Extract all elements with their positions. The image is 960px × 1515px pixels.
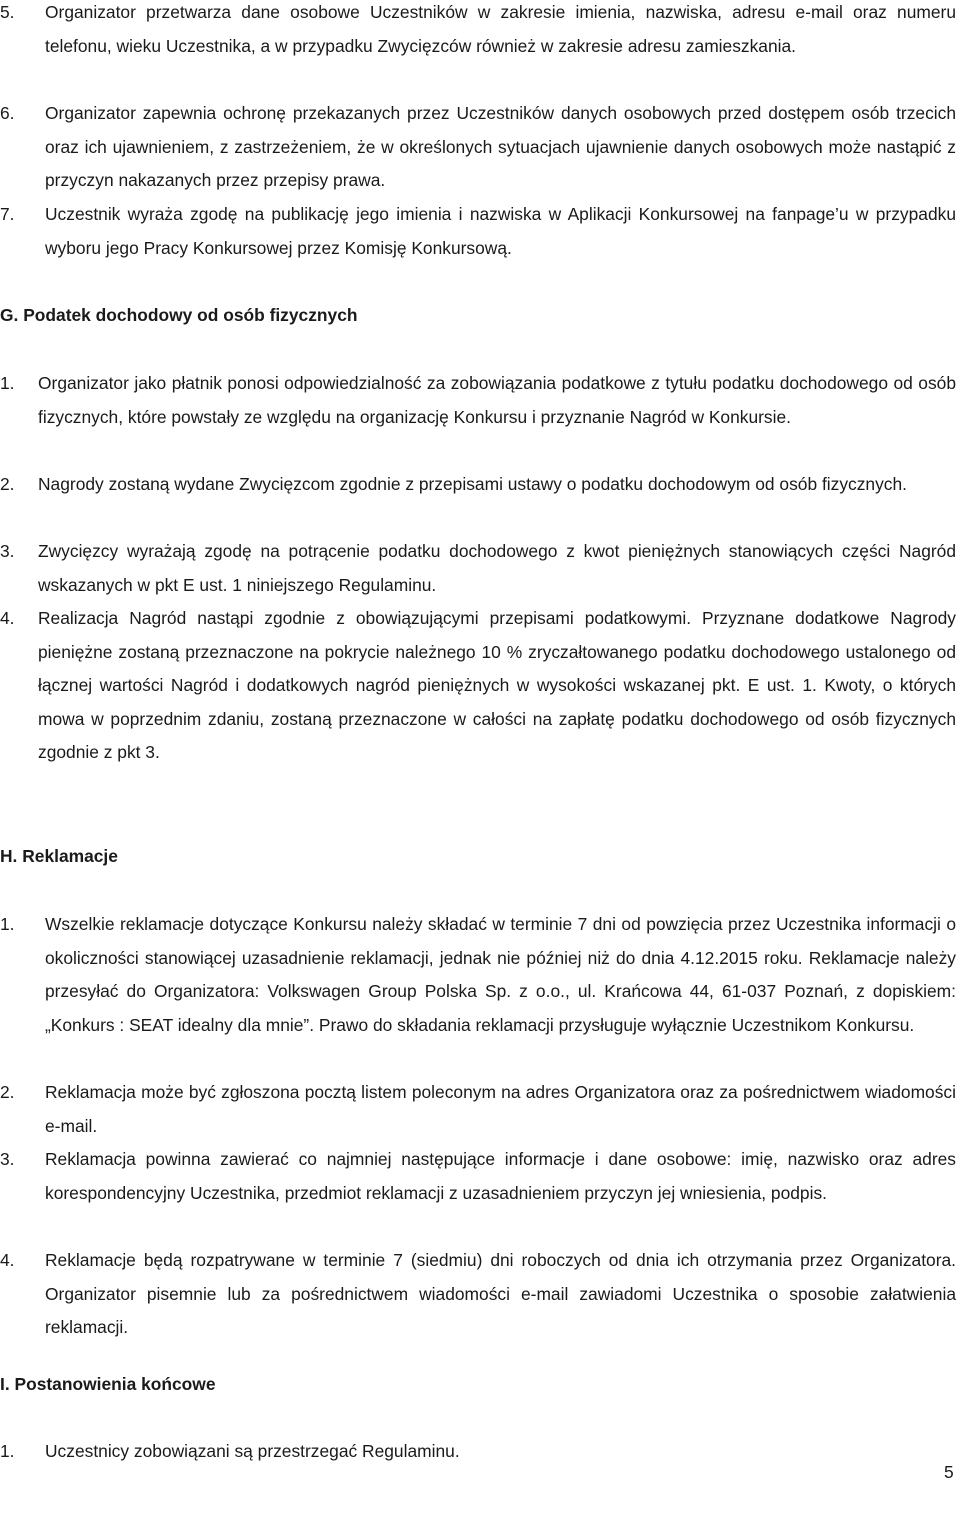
item-text: Uczestnicy zobowiązani są przestrzegać Regulaminu. — [45, 1441, 460, 1461]
list-item — [0, 468, 956, 502]
item-text: Uczestnik wyraża zgodę na publikację jego imienia i nazwiska w Aplikacji Konkursowej na fanpage’u w przypadku wyboru jego Pracy Konkursowej przez Komisję Konkursową. — [45, 204, 956, 258]
page-number: 5 — [944, 1462, 954, 1482]
item-number: 1. — [0, 914, 15, 934]
list-item — [0, 198, 956, 265]
item-text: Organizator jako płatnik ponosi odpowiedzialność za zobowiązania podatkowe z tytułu podatku dochodowego od osób fizycznych, które powstały ze względu na organizację Konkursu i przyznanie Nagród w Konkursie. — [38, 373, 956, 427]
list-item — [0, 0, 956, 63]
section-heading: I. Postanowienia końcowe — [0, 1374, 216, 1394]
list-item — [0, 535, 956, 602]
item-number: 1. — [0, 373, 15, 393]
section-heading: H. Reklamacje — [0, 846, 118, 866]
list-item — [0, 97, 956, 198]
item-text: Realizacja Nagród nastąpi zgodnie z obowiązującymi przepisami podatkowymi. Przyznane dodatkowe Nagrody pieniężne zostaną przeznaczone na pokrycie należnego 10 % zryczałtowanego podatku dochodowego ustalonego od łącznej wartości Nagród i dodatkowych nagród pieniężnych w wysokości wskazanej pkt. E ust. 1. Kwoty, o których mowa w poprzednim zdaniu, zostaną przeznaczone w całości na zapłatę podatku dochodowego od osób fizycznych zgodnie z pkt 3. — [38, 608, 956, 763]
item-text: Zwycięzcy wyrażają zgodę na potrącenie podatku dochodowego z kwot pieniężnych stanowiących części Nagród wskazanych w pkt E ust. 1 niniejszego Regulaminu. — [38, 541, 956, 595]
item-text: Organizator zapewnia ochronę przekazanych przez Uczestników danych osobowych przed dostępem osób trzecich oraz ich ujawnieniem, z zastrzeżeniem, że w określonych sytuacjach ujawnienie danych osobowych może nastąpić z przyczyn nakazanych przez przepisy prawa. — [45, 103, 956, 191]
item-text: Nagrody zostaną wydane Zwycięzcom zgodnie z przepisami ustawy o podatku dochodowym od osób fizycznych. — [38, 474, 907, 494]
item-number: 5. — [0, 2, 15, 22]
list-item — [0, 1244, 956, 1345]
item-number: 4. — [0, 1250, 15, 1270]
item-text: Reklamacje będą rozpatrywane w terminie 7 (siedmiu) dni roboczych od dnia ich otrzymania przez Organizatora. Organizator pisemnie lub za pośrednictwem wiadomości e-mail zawiadomi Uczestnika o sposobie załatwienia reklamacji. — [45, 1250, 956, 1338]
item-text: Wszelkie reklamacje dotyczące Konkursu należy składać w terminie 7 dni od powzięcia przez Uczestnika informacji o okoliczności stanowiącej uzasadnienie reklamacji, jednak nie później niż do dnia 4.12.2015 roku. Reklamacje należy przesyłać do Organizatora: Volkswagen Group Polska Sp. z o.o., ul. Krańcowa 44, 61-037 Poznań, z dopiskiem: „Konkurs : SEAT idealny dla mnie”. Prawo do składania reklamacji przysługuje wyłącznie Uczestnikom Konkursu. — [45, 914, 956, 1035]
item-number: 7. — [0, 204, 15, 224]
item-number: 3. — [0, 1149, 15, 1169]
item-text: Organizator przetwarza dane osobowe Uczestników w zakresie imienia, nazwiska, adresu e-mail oraz numeru telefonu, wieku Uczestnika, a w przypadku Zwycięzców również w zakresie adresu zamieszkania. — [45, 2, 956, 56]
item-text: Reklamacja powinna zawierać co najmniej następujące informacje i dane osobowe: imię, nazwisko oraz adres korespondencyjny Uczestnika, przedmiot reklamacji z uzasadnieniem przyczyn jej wniesienia, podpis. — [45, 1149, 956, 1203]
item-number: 2. — [0, 474, 15, 494]
list-item — [0, 1435, 956, 1469]
item-number: 3. — [0, 541, 15, 561]
section-heading: G. Podatek dochodowy od osób fizycznych — [0, 305, 358, 325]
item-number: 4. — [0, 608, 15, 628]
item-text: Reklamacja może być zgłoszona pocztą listem poleconym na adres Organizatora oraz za pośrednictwem wiadomości e-mail. — [45, 1082, 956, 1136]
item-number: 1. — [0, 1441, 15, 1461]
item-number: 2. — [0, 1082, 15, 1102]
list-item — [0, 1143, 956, 1210]
list-item — [0, 367, 956, 434]
item-number: 6. — [0, 103, 15, 123]
list-item — [0, 1076, 956, 1143]
list-item — [0, 908, 956, 1042]
list-item — [0, 602, 956, 770]
